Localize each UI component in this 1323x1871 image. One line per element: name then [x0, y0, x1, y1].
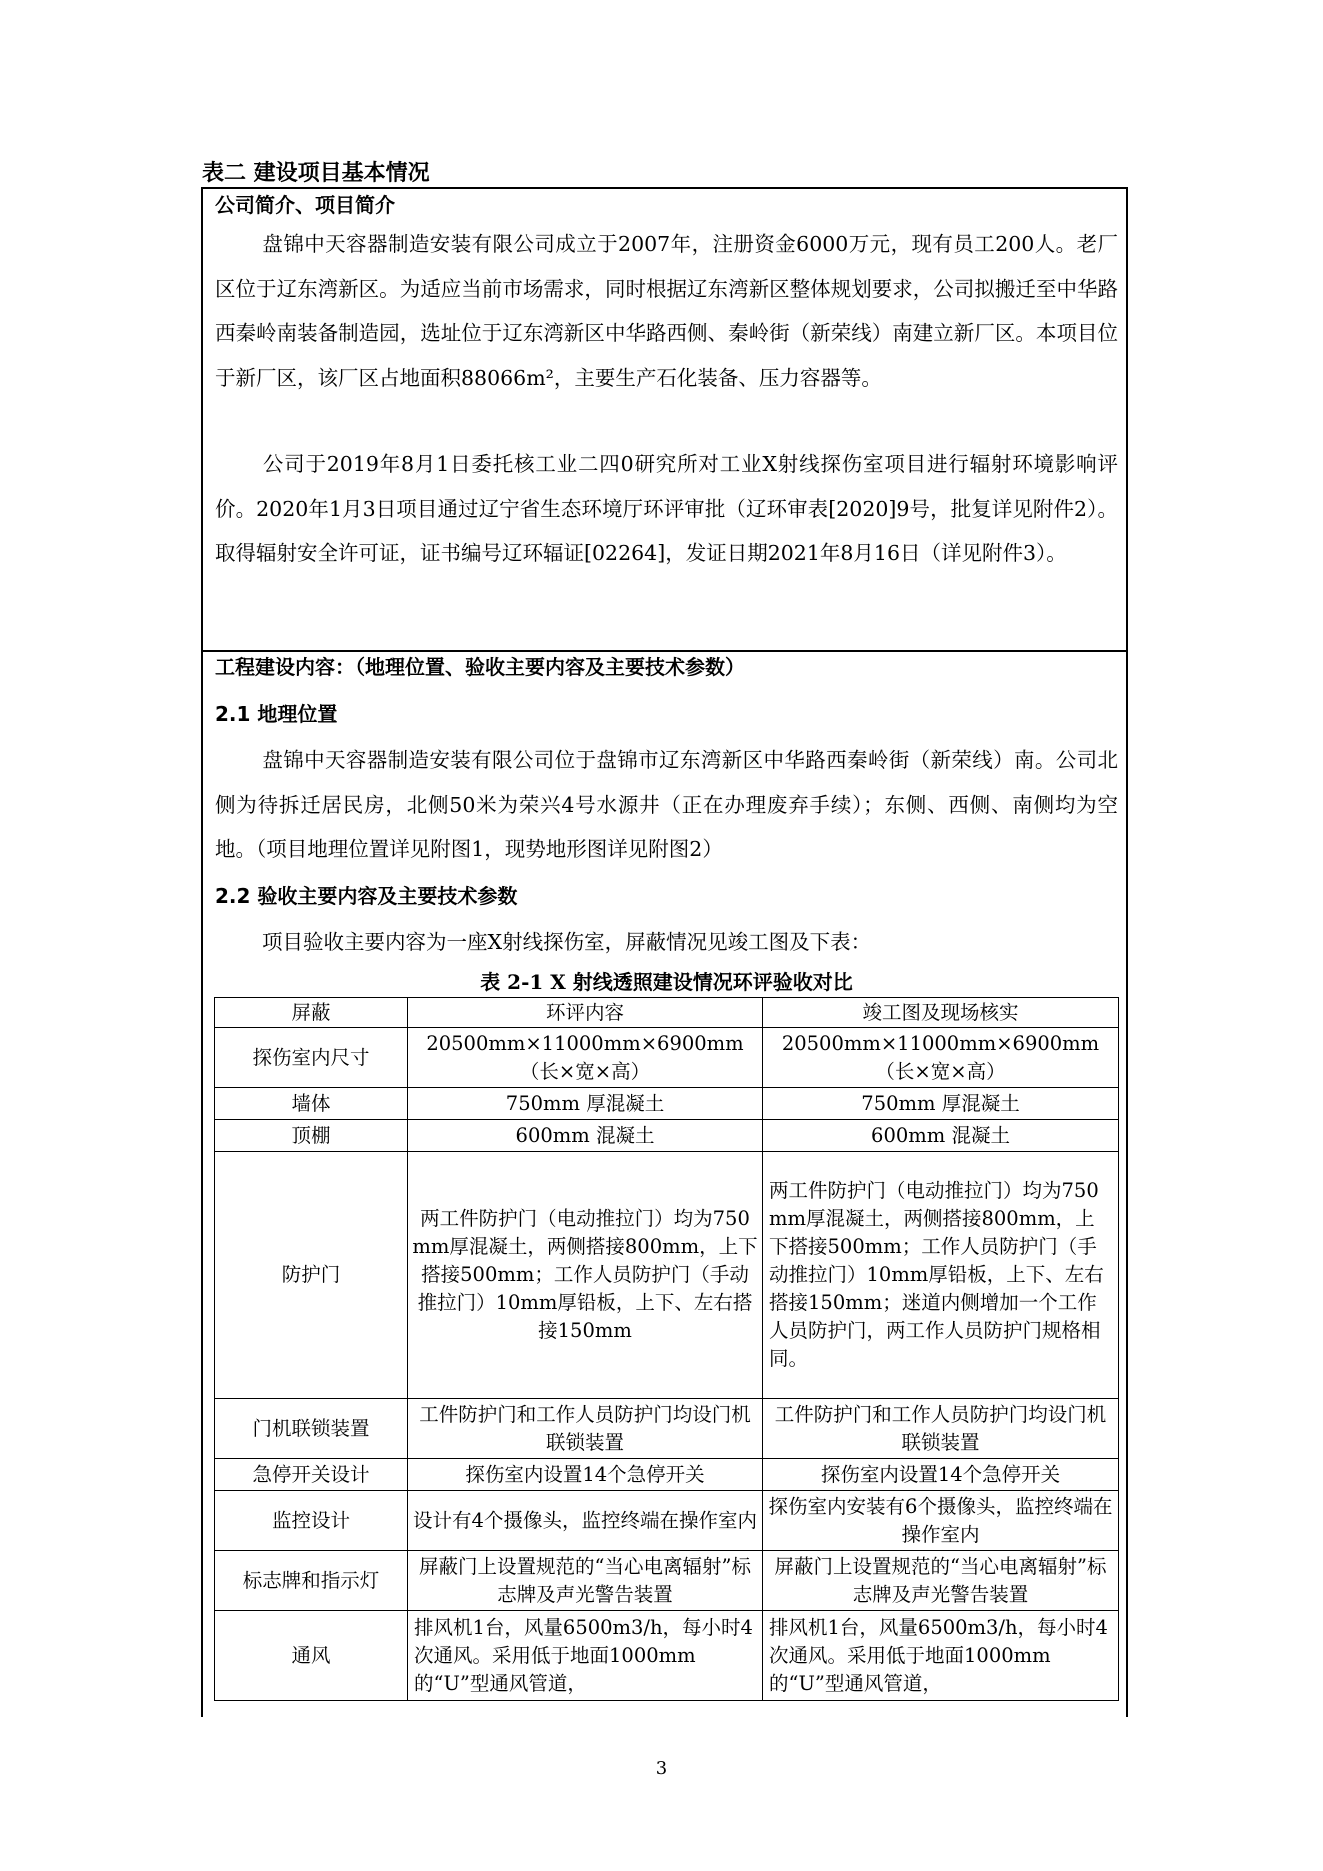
- table-cell: 两工件防护门（电动推拉门）均为750mm厚混凝土，两侧搭接800mm，上下搭接500mm；工作人员防护门（手动推拉门）10mm厚铅板，上下、左右搭接150mm；迷道内侧增加一个工作人员防护门，两工作人员防护门规格相同。: [763, 1152, 1119, 1399]
- table-cell: 探伤室内设置14个急停开关: [763, 1459, 1119, 1491]
- table-cell: 探伤室内安装有6个摄像头，监控终端在操作室内: [763, 1491, 1119, 1551]
- table-cell: 探伤室内设置14个急停开关: [408, 1459, 763, 1491]
- table-row: [215, 1491, 1119, 1551]
- table-cell: 屏蔽门上设置规范的“当心电离辐射”标志牌及声光警告装置: [763, 1551, 1119, 1611]
- subsection-heading-location: 2.1 地理位置: [215, 702, 338, 726]
- table-row: [215, 1399, 1119, 1459]
- table-cell: 排风机1台，风量6500m3/h，每小时4次通风。采用低于地面1000mm的“U”型通风管道，: [763, 1611, 1119, 1701]
- company-intro-paragraph: 盘锦中天容器制造安装有限公司成立于2007年，注册资金6000万元，现有员工200人。老厂区位于辽东湾新区。为适应当前市场需求，同时根据辽东湾新区整体规划要求，公司拟搬迁至中华路西秦岭南装备制造园，选址位于辽东湾新区中华路西侧、秦岭街（新荣线）南建立新厂区。本项目位于新厂区，该厂区占地面积88066m²，主要生产石化装备、压力容器等。: [215, 232, 1118, 390]
- table-row: [215, 1459, 1119, 1491]
- table-cell: 工件防护门和工作人员防护门均设门机联锁装置: [408, 1399, 763, 1459]
- section-heading-construction: 工程建设内容：（地理位置、验收主要内容及主要技术参数）: [215, 655, 745, 679]
- table-header-cell: 屏蔽: [215, 998, 408, 1028]
- table-row: [215, 1028, 1119, 1088]
- table-cell: 750mm 厚混凝土: [408, 1088, 763, 1120]
- table-cell: 通风: [215, 1611, 408, 1701]
- table-cell: 设计有4个摄像头，监控终端在操作室内: [408, 1491, 763, 1551]
- table-cell: 门机联锁装置: [215, 1399, 408, 1459]
- table-cell: 20500mm×11000mm×6900mm（长×宽×高）: [763, 1028, 1119, 1088]
- table-cell: 屏蔽门上设置规范的“当心电离辐射”标志牌及声光警告装置: [408, 1551, 763, 1611]
- comparison-table: [214, 997, 1119, 1701]
- table-cell: 20500mm×11000mm×6900mm（长×宽×高）: [408, 1028, 763, 1088]
- table-cell: 600mm 混凝土: [408, 1120, 763, 1152]
- table-cell: 标志牌和指示灯: [215, 1551, 408, 1611]
- page-title: 表二 建设项目基本情况: [202, 161, 430, 186]
- table-cell: 600mm 混凝土: [763, 1120, 1119, 1152]
- subsection-heading-acceptance: 2.2 验收主要内容及主要技术参数: [215, 884, 518, 908]
- table-cell: 工件防护门和工作人员防护门均设门机联锁装置: [763, 1399, 1119, 1459]
- table-cell: 急停开关设计: [215, 1459, 408, 1491]
- table-cell: 墙体: [215, 1088, 408, 1120]
- table-row: [215, 1152, 1119, 1399]
- page-number: 3: [655, 1758, 668, 1779]
- table-row: [215, 1551, 1119, 1611]
- table-row: [215, 1611, 1119, 1701]
- table-header-cell: 环评内容: [408, 998, 763, 1028]
- table-cell: 探伤室内尺寸: [215, 1028, 408, 1088]
- section-heading-company: 公司简介、项目简介: [215, 193, 395, 217]
- eia-approval-paragraph: 公司于2019年8月1日委托核工业二四0研究所对工业X射线探伤室项目进行辐射环境影响评价。2020年1月3日项目通过辽宁省生态环境厅环评审批（辽环审表[2020]9号，批复详见附件2）。取得辐射安全许可证，证书编号辽环辐证[02264]，发证日期2021年8月16日（详见附件3）。: [215, 452, 1118, 565]
- table-cell: 监控设计: [215, 1491, 408, 1551]
- table-cell: 750mm 厚混凝土: [763, 1088, 1119, 1120]
- location-paragraph: 盘锦中天容器制造安装有限公司位于盘锦市辽东湾新区中华路西秦岭街（新荣线）南。公司北侧为待拆迁居民房，北侧50米为荣兴4号水源井（正在办理废弃手续）；东侧、西侧、南侧均为空地。（项目地理位置详见附图1，现势地形图详见附图2）: [215, 748, 1118, 861]
- table-caption: 表 2-1 X 射线透照建设情况环评验收对比: [480, 970, 853, 994]
- table-header-row: [215, 998, 1119, 1028]
- table-row: [215, 1088, 1119, 1120]
- table-header-cell: 竣工图及现场核实: [763, 998, 1119, 1028]
- acceptance-paragraph: 项目验收主要内容为一座X射线探伤室，屏蔽情况见竣工图及下表：: [262, 930, 872, 954]
- table-cell: 排风机1台，风量6500m3/h，每小时4次通风。采用低于地面1000mm的“U”型通风管道，: [408, 1611, 763, 1701]
- table-cell: 两工件防护门（电动推拉门）均为750mm厚混凝土，两侧搭接800mm，上下搭接500mm；工作人员防护门（手动推拉门）10mm厚铅板，上下、左右搭接150mm: [408, 1152, 763, 1399]
- table-cell: 顶棚: [215, 1120, 408, 1152]
- table-cell: 防护门: [215, 1152, 408, 1399]
- table-row: [215, 1120, 1119, 1152]
